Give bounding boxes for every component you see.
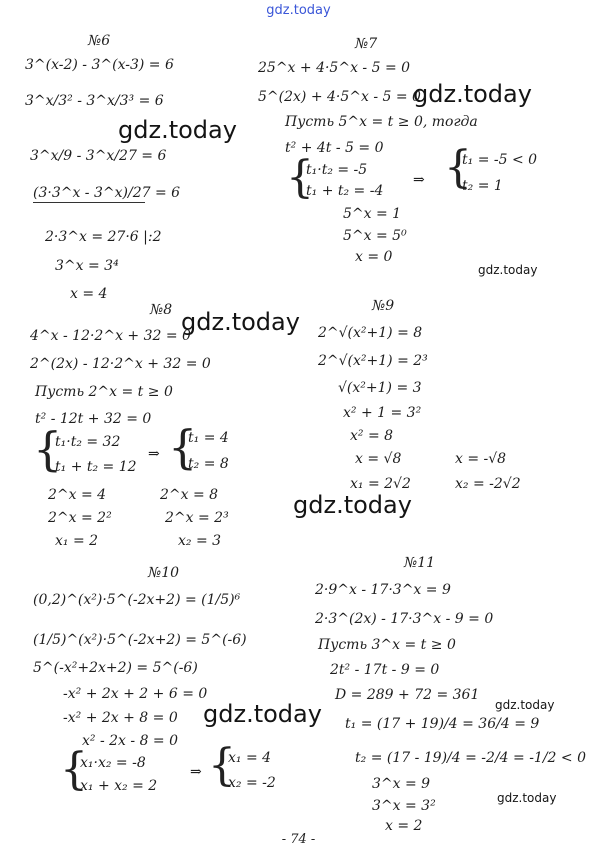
equation-line: -x² + 2x + 2 + 6 = 0	[63, 686, 208, 702]
system-brace: {	[286, 152, 314, 203]
answer-line: x₁ = 2√2	[350, 476, 411, 492]
equation-line: -x² + 2x + 8 = 0	[63, 710, 178, 726]
implies-arrow: ⇒	[413, 172, 425, 188]
root-line: t₁ = -5 < 0	[462, 152, 538, 168]
discriminant-line: D = 289 + 72 = 361	[335, 687, 480, 703]
equation-line: 5^(-x²+2x+2) = 5^(-6)	[33, 660, 198, 676]
vieta-product: t₁·t₂ = 32	[55, 434, 121, 450]
watermark: gdz.today	[495, 698, 555, 712]
equation-line: (1/5)^(x²)·5^(-2x+2) = 5^(-6)	[33, 632, 247, 648]
problem-number: №8	[150, 302, 173, 318]
substitution-line: Пусть 5^x = t ≥ 0, тогда	[285, 114, 478, 130]
page-number: - 74 -	[281, 832, 316, 847]
equation-line: 5^x = 5⁰	[343, 228, 407, 244]
equation-line: 2^(2x) - 12·2^x + 32 = 0	[30, 356, 211, 372]
equation-line: 2^x = 2²	[48, 510, 112, 526]
system-brace: {	[444, 142, 472, 193]
answer-line: x = 4	[70, 286, 108, 302]
root-line: x₁ = 4	[228, 750, 272, 766]
equation-line: x² + 1 = 3²	[343, 405, 422, 421]
implies-arrow: ⇒	[190, 764, 202, 780]
system-brace: {	[208, 740, 236, 791]
root-line: t₁ = (17 + 19)/4 = 36/4 = 9	[345, 716, 540, 732]
problem-number: №10	[148, 565, 180, 581]
substitution-line: Пусть 2^x = t ≥ 0	[35, 384, 173, 400]
system-brace: {	[33, 422, 63, 476]
watermark: gdz.today	[118, 116, 237, 144]
root-line: t₁ = 4	[188, 430, 229, 446]
equation-line: 5^(2x) + 4·5^x - 5 = 0	[258, 89, 421, 105]
top-watermark: gdz.today	[266, 3, 331, 18]
equation-line: 3^x = 3²	[372, 798, 436, 814]
equation-line: 2·3^(2x) - 17·3^x - 9 = 0	[315, 611, 494, 627]
equation-line: 4^x - 12·2^x + 32 = 0	[30, 328, 191, 344]
watermark: gdz.today	[497, 791, 557, 805]
equation-line: t² + 4t - 5 = 0	[285, 140, 384, 156]
vieta-sum: t₁ + t₂ = -4	[306, 183, 384, 199]
watermark: gdz.today	[478, 263, 538, 277]
problem-number: №9	[372, 298, 395, 314]
equation-line: 2^√(x²+1) = 2³	[318, 353, 428, 369]
problem-number: №11	[404, 555, 436, 571]
equation-line: x = √8	[355, 451, 402, 467]
equation-line: 3^x/3² - 3^x/3³ = 6	[25, 93, 164, 109]
equation-line: x² = 8	[350, 428, 394, 444]
root-line: t₂ = 8	[188, 456, 229, 472]
equation-line: t² - 12t + 32 = 0	[35, 411, 152, 427]
root-line: t₂ = (17 - 19)/4 = -2/4 = -1/2 < 0	[355, 750, 586, 766]
fraction-bar	[33, 202, 145, 203]
equation-line: 2^x = 2³	[165, 510, 229, 526]
equation-line: 2·3^x = 27·6 |:2	[45, 229, 162, 245]
equation-line: (3·3^x - 3^x)/27 = 6	[33, 185, 181, 201]
system-brace: {	[168, 420, 198, 474]
equation-line: √(x²+1) = 3	[338, 380, 422, 396]
equation-line: (0,2)^(x²)·5^(-2x+2) = (1/5)⁶	[33, 592, 241, 608]
equation-line: 2·9^x - 17·3^x = 9	[315, 582, 451, 598]
problem-number: №6	[88, 33, 111, 49]
equation-line: 2^x = 8	[160, 487, 219, 503]
equation-line: 5^x = 1	[343, 206, 402, 222]
answer-line: x = 2	[385, 818, 423, 834]
watermark: gdz.today	[293, 491, 412, 519]
answer-line: x₂ = 3	[178, 533, 222, 549]
answer-line: x₁ = 2	[55, 533, 99, 549]
problem-number: №7	[355, 36, 378, 52]
equation-line: x² - 2x - 8 = 0	[82, 733, 179, 749]
watermark: gdz.today	[203, 700, 322, 728]
equation-line: 3^(x-2) - 3^(x-3) = 6	[25, 57, 174, 73]
implies-arrow: ⇒	[148, 446, 160, 462]
watermark: gdz.today	[413, 80, 532, 108]
equation-line: 25^x + 4·5^x - 5 = 0	[258, 60, 411, 76]
answer-line: x = 0	[355, 249, 393, 265]
equation-line: 3^x = 3⁴	[55, 258, 119, 274]
equation-line: 2^√(x²+1) = 8	[318, 325, 423, 341]
equation-line: x = -√8	[455, 451, 507, 467]
root-line: t₂ = 1	[462, 178, 503, 194]
equation-line: 3^x/9 - 3^x/27 = 6	[30, 148, 167, 164]
equation-line: 2t² - 17t - 9 = 0	[330, 662, 440, 678]
root-line: x₂ = -2	[228, 775, 276, 791]
watermark: gdz.today	[181, 308, 300, 336]
vieta-product: x₁·x₂ = -8	[80, 755, 146, 771]
equation-line: 2^x = 4	[48, 487, 107, 503]
substitution-line: Пусть 3^x = t ≥ 0	[318, 637, 456, 653]
vieta-product: t₁·t₂ = -5	[306, 162, 368, 178]
vieta-sum: t₁ + t₂ = 12	[55, 459, 137, 475]
answer-line: x₂ = -2√2	[455, 476, 521, 492]
equation-line: 3^x = 9	[372, 776, 431, 792]
vieta-sum: x₁ + x₂ = 2	[80, 778, 158, 794]
system-brace: {	[60, 744, 88, 795]
